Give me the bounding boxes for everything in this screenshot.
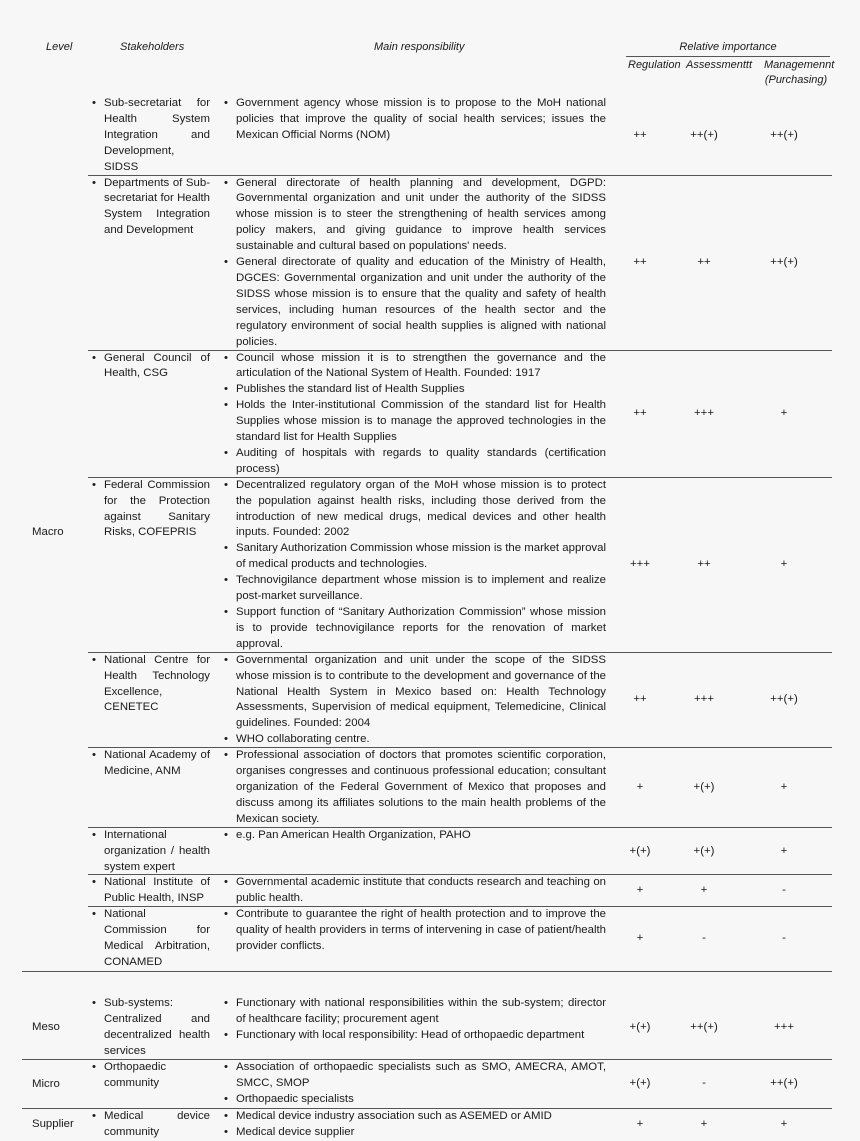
assessment-rating: +	[700, 884, 708, 897]
stakeholder-name: • General Council of Health, CSG	[92, 351, 210, 383]
responsibility-item: • Support function of “Sanitary Authorization Commission” whose mission is to provide technovigilance reports for the renovation of market approval.	[224, 605, 606, 653]
level-micro: Micro	[32, 1077, 60, 1090]
regulation-rating: ++	[633, 407, 647, 420]
regulation-rating: ++	[633, 256, 647, 269]
regulation-rating: +	[636, 780, 644, 793]
table-row	[22, 94, 832, 176]
regulation-rating: +(+)	[629, 844, 651, 857]
stakeholder-name: • International organization / health system expert	[92, 828, 210, 876]
stakeholder-name: • Orthopaedic community	[92, 1060, 210, 1092]
assessment-rating: ++	[697, 558, 711, 571]
responsibility-cell	[216, 996, 608, 1060]
responsibility-cell	[216, 1060, 608, 1108]
stakeholder-name: • Departments of Sub-secretariat for Health System Integration and Development	[92, 176, 210, 240]
level-meso: Meso	[32, 1021, 60, 1034]
table-header	[22, 36, 835, 94]
responsibility-item: • WHO collaborating centre.	[224, 732, 606, 748]
level-cell	[22, 653, 88, 748]
stakeholder-cell	[88, 748, 216, 828]
table-row	[22, 478, 832, 653]
header-main-responsibility: Main responsibility	[374, 41, 465, 53]
header-level: Level	[46, 41, 73, 53]
table-row	[22, 972, 832, 1061]
header-relative-importance: Relative importance	[679, 41, 777, 53]
assessment-rating: +	[700, 1118, 708, 1131]
stakeholder-table	[22, 36, 835, 1141]
responsibility-cell	[216, 1109, 608, 1141]
level-cell	[22, 828, 88, 876]
level-cell	[22, 351, 88, 478]
responsibility-cell	[216, 907, 608, 971]
responsibility-item: • Sanitary Authorization Commission whose mission is the market approval of medical products and technologies.	[224, 541, 606, 573]
management-rating: -	[782, 932, 786, 945]
responsibility-cell	[216, 748, 608, 828]
stakeholder-name: • National Institute of Public Health, INSP	[92, 875, 210, 907]
level-macro: Macro	[32, 525, 64, 538]
regulation-rating: +	[636, 884, 644, 897]
regulation-rating: +(+)	[629, 1020, 651, 1033]
assessment-rating: +++	[694, 407, 714, 420]
responsibility-item: • Medical device supplier	[224, 1125, 606, 1141]
header-stakeholders: Stakeholders	[120, 41, 185, 53]
responsibility-item: • Association of orthopaedic specialists such as SMO, AMECRA, AMOT, SMCC, SMOP	[224, 1060, 606, 1092]
responsibility-cell	[216, 478, 608, 653]
stakeholder-cell	[88, 828, 216, 876]
responsibility-item: • Technovigilance department whose mission is to implement and realize post-market surveillance.	[224, 573, 606, 605]
regulation-rating: +++	[630, 558, 650, 571]
responsibility-cell	[216, 653, 608, 748]
header-management: Managemennt (Purchasing)	[764, 59, 835, 86]
table-row	[22, 907, 832, 972]
regulation-rating: +	[636, 1118, 644, 1131]
responsibility-cell	[216, 828, 608, 876]
management-rating: +	[780, 844, 788, 857]
responsibility-item: • Functionary with local responsibility: Head of orthopaedic department	[224, 1028, 606, 1044]
stakeholder-cell	[88, 176, 216, 351]
stakeholder-name: • National Academy of Medicine, ANM	[92, 748, 210, 780]
stakeholder-cell	[88, 996, 216, 1060]
responsibility-item: • Governmental academic institute that conducts research and teaching on public health.	[224, 875, 606, 907]
assessment-rating: ++(+)	[690, 1020, 718, 1033]
management-rating: ++(+)	[770, 693, 798, 706]
responsibility-item: • Decentralized regulatory organ of the MoH whose mission is to protect the population against health risks, including those derived from the introduction of new medical drugs, medical devices and other health inputs. Founded: 2002	[224, 478, 606, 542]
responsibility-item: • General directorate of health planning and development, DGPD: Governmental organization and unit under the authority of the SIDSS whose mission is to steer the strengthening of health services among policy makers, and giving guidance to improve health services sustainable and cultural based on populations' needs.	[224, 176, 606, 256]
stakeholder-name: • Medical device community	[92, 1109, 210, 1141]
regulation-rating: ++	[633, 128, 647, 141]
responsibility-item: • Medical device industry association such as ASEMED or AMID	[224, 1109, 606, 1125]
regulation-rating: +	[636, 932, 644, 945]
header-assessment: Assessmenttt	[686, 59, 753, 71]
responsibility-item: • Council whose mission it is to strengthen the governance and the articulation of the National System of Health. Founded: 1917	[224, 351, 606, 383]
header-divider	[626, 56, 830, 57]
assessment-rating: +(+)	[693, 844, 715, 857]
responsibility-item: • Government agency whose mission is to propose to the MoH national policies that improve the quality of social health services; issues the Mexican Official Norms (NOM)	[224, 96, 606, 144]
table-row	[22, 176, 832, 351]
assessment-rating: ++	[697, 256, 711, 269]
responsibility-item: • Holds the Inter-institutional Commission of the standard list for Health Supplies whose mission is to manage the approved technologies in the standard list for Health Supplies	[224, 398, 606, 446]
responsibility-cell	[216, 176, 608, 351]
responsibility-item: • Auditing of hospitals with regards to quality standards (certification process)	[224, 446, 606, 478]
stakeholder-cell	[88, 907, 216, 971]
stakeholder-cell	[88, 351, 216, 478]
assessment-rating: ++(+)	[690, 128, 718, 141]
level-cell	[22, 176, 88, 351]
responsibility-item: • Orthopaedic specialists	[224, 1092, 606, 1108]
management-rating: +	[780, 780, 788, 793]
table-row	[22, 1060, 832, 1109]
responsibility-item: • Contribute to guarantee the right of health protection and to improve the quality of health providers in terms of intervening in case of patient/health provider conflicts.	[224, 907, 606, 955]
responsibility-item: • Professional association of doctors that promotes scientific corporation, organises congresses and continuous professional education; consultant organization of the Federal Government of Mexico that proposes and discuss among its affiliates solutions to the main health problems of the Mexican society.	[224, 748, 606, 828]
management-rating: ++(+)	[770, 128, 798, 141]
stakeholder-cell	[88, 478, 216, 653]
responsibility-item: • Publishes the standard list of Health Supplies	[224, 382, 606, 398]
responsibility-item: • General directorate of quality and education of the Ministry of Health, DGCES: Governmental organization and unit under the authority of the SIDSS whose mission is to ensure that the quality and safety of health services, including human resources of the health sector and the regulatory environment of social health supplies is aligned with national policies.	[224, 255, 606, 350]
table-row	[22, 828, 832, 876]
management-rating: +	[780, 407, 788, 420]
management-rating: ++(+)	[770, 1077, 798, 1090]
regulation-rating: +(+)	[629, 1077, 651, 1090]
management-rating: -	[782, 884, 786, 897]
stakeholder-cell	[88, 653, 216, 748]
management-rating: ++(+)	[770, 256, 798, 269]
assessment-rating: +++	[694, 693, 714, 706]
stakeholder-name: • Federal Commission for the Protection against Sanitary Risks, COFEPRIS	[92, 478, 210, 542]
responsibility-cell	[216, 875, 608, 907]
responsibility-cell	[216, 351, 608, 478]
responsibility-item: • Governmental organization and unit under the scope of the SIDSS whose mission is to contribute to the development and governance of the National Health System in Mexico based on: Health Technology Assessments, Supervision of medical equipment, Telemedicine, Clinical guidelines. Founded: 2004	[224, 653, 606, 733]
stakeholder-name: • Sub-systems: Centralized and decentralized health services	[92, 996, 210, 1060]
stakeholder-name: • National Centre for Health Technology Excellence, CENETEC	[92, 653, 210, 717]
assessment-rating: +(+)	[693, 780, 715, 793]
table-row	[22, 1109, 832, 1141]
level-cell	[22, 96, 88, 176]
management-rating: +	[780, 558, 788, 571]
management-rating: +++	[774, 1020, 794, 1033]
responsibility-item: • Functionary with national responsibilities within the sub-system; director of healthcare facility; procurement agent	[224, 996, 606, 1028]
level-cell	[22, 907, 88, 971]
table-row	[22, 748, 832, 828]
stakeholder-cell	[88, 875, 216, 907]
regulation-rating: ++	[633, 693, 647, 706]
table-row	[22, 653, 832, 748]
level-cell	[22, 875, 88, 907]
header-regulation: Regulation	[628, 59, 681, 71]
level-supplier: Supplier	[32, 1118, 74, 1131]
stakeholder-cell	[88, 1109, 216, 1141]
table-row	[22, 875, 832, 907]
table-row	[22, 351, 832, 478]
management-rating: +	[780, 1118, 788, 1131]
responsibility-item: • e.g. Pan American Health Organization, PAHO	[224, 828, 606, 844]
stakeholder-name: • Sub-secretariat for Health System Integration and Development, SIDSS	[92, 96, 210, 176]
table-body	[22, 94, 832, 1141]
stakeholder-cell	[88, 1060, 216, 1108]
responsibility-cell	[216, 96, 608, 176]
level-cell	[22, 478, 88, 653]
stakeholder-name: • National Commission for Medical Arbitration, CONAMED	[92, 907, 210, 971]
assessment-rating: -	[702, 1077, 706, 1090]
stakeholder-cell	[88, 96, 216, 176]
level-cell	[22, 748, 88, 828]
assessment-rating: -	[702, 932, 706, 945]
